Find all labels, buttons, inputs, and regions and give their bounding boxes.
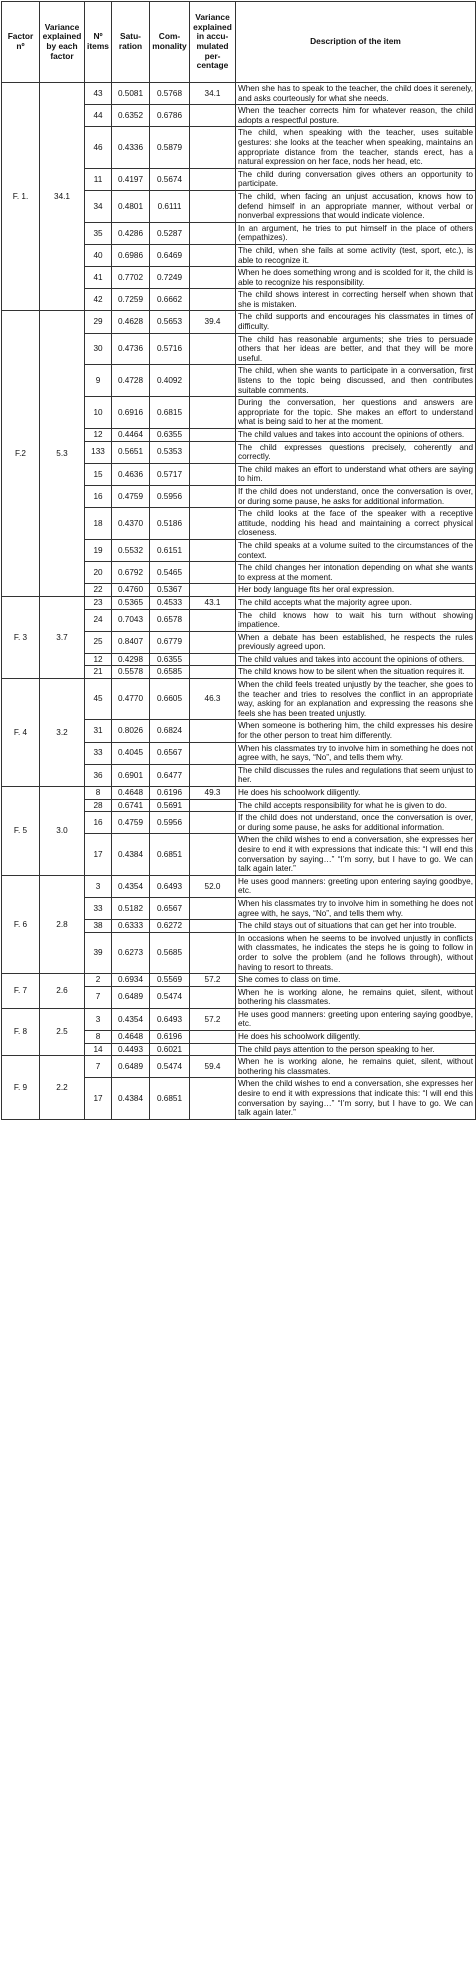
saturation-value: 0.5578 [112,666,150,679]
saturation-value: 0.4736 [112,333,150,365]
accumulated-variance [190,897,236,919]
communality-value: 0.5186 [150,508,190,540]
accumulated-variance [190,742,236,764]
accumulated-variance: 52.0 [190,875,236,897]
communality-value: 0.6111 [150,190,190,222]
item-description: The child supports and encourages his classmates in times of difficulty. [236,311,476,333]
item-number: 46 [85,127,112,168]
accumulated-variance [190,834,236,875]
item-description: When the child feels treated unjustly by the teacher, she goes to the teacher and tries to resolves the conflict in an appropriate way, asking for an explanation and expressing the reasons she feels she has been treated unjustly. [236,679,476,720]
communality-value: 0.5685 [150,932,190,973]
item-number: 3 [85,1008,112,1030]
accumulated-variance [190,631,236,653]
saturation-value: 0.7702 [112,267,150,289]
factor-label: F.2 [2,311,40,596]
factor-variance: 2.6 [40,974,85,1009]
communality-value: 0.5474 [150,986,190,1008]
item-number: 33 [85,742,112,764]
item-number: 12 [85,653,112,666]
item-description: The child changes her intonation depending on what she wants to express at the moment. [236,562,476,584]
saturation-value: 0.4648 [112,787,150,800]
communality-value: 0.5569 [150,974,190,987]
item-description: When the child wishes to end a conversation, she expresses her desire to end it with expressions that indicate this: “I will end this conversation by saying…” “I’m sorry, but I have to go. We can talk again later.” [236,1078,476,1119]
accumulated-variance [190,244,236,266]
factor-variance: 34.1 [40,83,85,311]
saturation-value: 0.6792 [112,562,150,584]
factor-label: F. 9 [2,1056,40,1120]
factor-variance: 3.2 [40,679,85,787]
item-number: 15 [85,463,112,485]
saturation-value: 0.4759 [112,485,150,507]
factor-label: F. 1. [2,83,40,311]
item-description: The child stays out of situations that can get her into trouble. [236,920,476,933]
saturation-value: 0.5532 [112,539,150,561]
item-number: 22 [85,584,112,597]
table-row [2,1056,476,1078]
item-description: The child during conversation gives others an opportunity to participate. [236,168,476,190]
header-communality: Com-monality [150,2,190,83]
saturation-value: 0.4760 [112,584,150,597]
saturation-value: 0.5651 [112,441,150,463]
item-number: 38 [85,920,112,933]
item-description: When the child wishes to end a conversation, she expresses her desire to end it with expressions that indicate this: “I will end this conversation by saying…” “I’m sorry, but I have to go. We can talk again later.” [236,834,476,875]
table-row [2,875,476,897]
communality-value: 0.5956 [150,485,190,507]
saturation-value: 0.4286 [112,222,150,244]
accumulated-variance [190,1043,236,1056]
item-number: 44 [85,105,112,127]
item-number: 24 [85,609,112,631]
saturation-value: 0.4354 [112,1008,150,1030]
saturation-value: 0.6352 [112,105,150,127]
accumulated-variance [190,539,236,561]
communality-value: 0.6021 [150,1043,190,1056]
item-number: 41 [85,267,112,289]
item-description: He does his schoolwork diligently. [236,1031,476,1044]
saturation-value: 0.7043 [112,609,150,631]
table-row [2,679,476,720]
saturation-value: 0.4298 [112,653,150,666]
item-description: The child accepts what the majority agree upon. [236,596,476,609]
table-row [2,787,476,800]
communality-value: 0.4092 [150,365,190,397]
accumulated-variance [190,764,236,786]
saturation-value: 0.5365 [112,596,150,609]
accumulated-variance [190,463,236,485]
saturation-value: 0.4354 [112,875,150,897]
accumulated-variance [190,666,236,679]
accumulated-variance [190,168,236,190]
item-number: 7 [85,1056,112,1078]
communality-value: 0.5717 [150,463,190,485]
saturation-value: 0.6333 [112,920,150,933]
table-row [2,83,476,105]
factor-variance: 3.0 [40,787,85,876]
communality-value: 0.6567 [150,897,190,919]
item-number: 8 [85,787,112,800]
communality-value: 0.5474 [150,1056,190,1078]
factor-analysis-table [1,1,476,1120]
saturation-value: 0.6273 [112,932,150,973]
factor-label: F. 3 [2,596,40,678]
item-description: He uses good manners: greeting upon entering saying goodbye, etc. [236,875,476,897]
factor-label: F. 8 [2,1008,40,1055]
saturation-value: 0.4728 [112,365,150,397]
item-description: When he does something wrong and is scolded for it, the child is able to recognize his responsibility. [236,267,476,289]
table-row [2,596,476,609]
communality-value: 0.5353 [150,441,190,463]
accumulated-variance [190,562,236,584]
item-number: 42 [85,289,112,311]
item-description: The child speaks at a volume suited to the circumstances of the context. [236,539,476,561]
accumulated-variance [190,812,236,834]
communality-value: 0.5716 [150,333,190,365]
accumulated-variance [190,986,236,1008]
table-row [2,1008,476,1030]
item-number: 9 [85,365,112,397]
saturation-value: 0.4493 [112,1043,150,1056]
saturation-value: 0.4384 [112,834,150,875]
item-number: 21 [85,666,112,679]
item-number: 17 [85,1078,112,1119]
accumulated-variance [190,127,236,168]
saturation-value: 0.6489 [112,1056,150,1078]
item-number: 36 [85,764,112,786]
item-number: 29 [85,311,112,333]
accumulated-variance [190,932,236,973]
communality-value: 0.5879 [150,127,190,168]
saturation-value: 0.8407 [112,631,150,653]
communality-value: 0.6567 [150,742,190,764]
accumulated-variance: 49.3 [190,787,236,800]
accumulated-variance [190,1031,236,1044]
communality-value: 0.5674 [150,168,190,190]
saturation-value: 0.6916 [112,397,150,429]
item-description: In occasions when he seems to be involved unjustly in conflicts with classmates, he indicates the steps he is going to follow in order to solve the problem (and he follows through), without having to resort to threats. [236,932,476,973]
factor-variance: 2.5 [40,1008,85,1055]
saturation-value: 0.6986 [112,244,150,266]
item-number: 8 [85,1031,112,1044]
item-description: When his classmates try to involve him in something he does not agree with, he says, “No”, and tells them why. [236,742,476,764]
item-number: 16 [85,485,112,507]
item-number: 34 [85,190,112,222]
item-number: 45 [85,679,112,720]
header-description: Description of the item [236,2,476,83]
item-description: The child knows how to be silent when the situation requires it. [236,666,476,679]
accumulated-variance [190,584,236,597]
communality-value: 0.6469 [150,244,190,266]
accumulated-variance [190,365,236,397]
item-number: 14 [85,1043,112,1056]
item-number: 25 [85,631,112,653]
item-number: 35 [85,222,112,244]
item-description: The child expresses questions precisely, coherently and correctly. [236,441,476,463]
communality-value: 0.5691 [150,799,190,812]
communality-value: 0.6493 [150,1008,190,1030]
item-number: 3 [85,875,112,897]
communality-value: 0.6851 [150,1078,190,1119]
accumulated-variance [190,289,236,311]
saturation-value: 0.6741 [112,799,150,812]
accumulated-variance: 43.1 [190,596,236,609]
header-row [2,2,476,83]
item-description: The child makes an effort to understand what others are saying to him. [236,463,476,485]
table-row [2,974,476,987]
item-description: When he is working alone, he remains quiet, silent, without bothering his classmates. [236,1056,476,1078]
item-description: During the conversation, her questions and answers are appropriate for the topic. She makes an effort to understand what is being said to her at the moment. [236,397,476,429]
item-description: When the teacher corrects him for whatever reason, the child adopts a respectful posture. [236,105,476,127]
saturation-value: 0.4384 [112,1078,150,1119]
accumulated-variance [190,429,236,442]
saturation-value: 0.4801 [112,190,150,222]
item-description: In an argument, he tries to put himself in the place of others (empathizes). [236,222,476,244]
item-description: He uses good manners: greeting upon entering saying goodbye, etc. [236,1008,476,1030]
item-number: 33 [85,897,112,919]
communality-value: 0.7249 [150,267,190,289]
factor-variance: 3.7 [40,596,85,678]
communality-value: 0.6605 [150,679,190,720]
communality-value: 0.4533 [150,596,190,609]
item-description: He does his schoolwork diligently. [236,787,476,800]
factor-variance: 2.8 [40,875,85,973]
saturation-value: 0.6489 [112,986,150,1008]
accumulated-variance [190,609,236,631]
accumulated-variance [190,799,236,812]
item-description: The child accepts responsibility for what he is given to do. [236,799,476,812]
communality-value: 0.6355 [150,653,190,666]
factor-label: F. 5 [2,787,40,876]
item-number: 17 [85,834,112,875]
item-description: The child, when speaking with the teacher, uses suitable gestures: she looks at the teacher when speaking, maintains an appropriate distance from the teacher, stands erect, has a natural expression on her face, nods her head, etc. [236,127,476,168]
item-description: The child has reasonable arguments; she tries to persuade others that her ideas are better, and that they will be more useful. [236,333,476,365]
accumulated-variance [190,441,236,463]
communality-value: 0.5287 [150,222,190,244]
header-factor: Factor nº [2,2,40,83]
saturation-value: 0.4648 [112,1031,150,1044]
saturation-value: 0.8026 [112,720,150,742]
accumulated-variance [190,267,236,289]
communality-value: 0.5367 [150,584,190,597]
accumulated-variance [190,190,236,222]
accumulated-variance [190,508,236,540]
item-number: 12 [85,429,112,442]
item-number: 28 [85,799,112,812]
communality-value: 0.5653 [150,311,190,333]
communality-value: 0.6196 [150,1031,190,1044]
communality-value: 0.5465 [150,562,190,584]
communality-value: 0.6477 [150,764,190,786]
item-description: The child looks at the face of the speaker with a receptive attitude, nodding his head and maintaining a correct physical closeness. [236,508,476,540]
item-number: 18 [85,508,112,540]
item-description: If the child does not understand, once the conversation is over, or during some pause, he asks for additional information. [236,812,476,834]
header-saturation: Satu-ration [112,2,150,83]
item-description: The child values and takes into account the opinions of others. [236,653,476,666]
table-body [2,83,476,1120]
accumulated-variance [190,720,236,742]
accumulated-variance [190,222,236,244]
item-description: She comes to class on time. [236,974,476,987]
accumulated-variance [190,397,236,429]
saturation-value: 0.4045 [112,742,150,764]
accumulated-variance [190,333,236,365]
item-number: 16 [85,812,112,834]
accumulated-variance [190,485,236,507]
item-number: 31 [85,720,112,742]
accumulated-variance: 39.4 [190,311,236,333]
saturation-value: 0.4464 [112,429,150,442]
item-number: 11 [85,168,112,190]
item-number: 2 [85,974,112,987]
item-number: 43 [85,83,112,105]
item-number: 30 [85,333,112,365]
item-description: The child pays attention to the person speaking to her. [236,1043,476,1056]
communality-value: 0.6355 [150,429,190,442]
item-number: 10 [85,397,112,429]
saturation-value: 0.5081 [112,83,150,105]
factor-variance: 2.2 [40,1056,85,1120]
communality-value: 0.6196 [150,787,190,800]
saturation-value: 0.6934 [112,974,150,987]
item-description: When his classmates try to involve him in something he does not agree with, he says, “No”, and tells them why. [236,897,476,919]
item-description: The child, when she wants to participate in a conversation, first listens to the topic being discussed, and then contributes suitable comments. [236,365,476,397]
saturation-value: 0.4636 [112,463,150,485]
saturation-value: 0.4197 [112,168,150,190]
item-number: 23 [85,596,112,609]
communality-value: 0.6578 [150,609,190,631]
communality-value: 0.5956 [150,812,190,834]
saturation-value: 0.7259 [112,289,150,311]
factor-variance: 5.3 [40,311,85,596]
saturation-value: 0.4770 [112,679,150,720]
communality-value: 0.6585 [150,666,190,679]
factor-label: F. 6 [2,875,40,973]
table-row [2,311,476,333]
communality-value: 0.6851 [150,834,190,875]
item-description: When a debate has been established, he respects the rules previously agreed upon. [236,631,476,653]
saturation-value: 0.4759 [112,812,150,834]
communality-value: 0.6824 [150,720,190,742]
factor-label: F. 4 [2,679,40,787]
item-number: 39 [85,932,112,973]
communality-value: 0.6151 [150,539,190,561]
accumulated-variance: 34.1 [190,83,236,105]
item-number: 133 [85,441,112,463]
accumulated-variance [190,653,236,666]
item-description: Her body language fits her oral expression. [236,584,476,597]
factor-label: F. 7 [2,974,40,1009]
item-number: 7 [85,986,112,1008]
item-description: When she has to speak to the teacher, the child does it serenely, and asks courteously for what she needs. [236,83,476,105]
header-variance-each: Variance explained by each factor [40,2,85,83]
item-number: 19 [85,539,112,561]
accumulated-variance [190,920,236,933]
item-description: The child shows interest in correcting herself when shown that she is mistaken. [236,289,476,311]
saturation-value: 0.4370 [112,508,150,540]
item-description: The child values and takes into account the opinions of others. [236,429,476,442]
saturation-value: 0.5182 [112,897,150,919]
item-description: The child, when facing an unjust accusation, knows how to defend himself in an appropriate manner, without verbal or nonverbal expressions that would indicate violence. [236,190,476,222]
header-variance-accumulated: Variance explained in accu-mulated per-centage [190,2,236,83]
saturation-value: 0.4628 [112,311,150,333]
saturation-value: 0.6901 [112,764,150,786]
accumulated-variance: 57.2 [190,1008,236,1030]
item-description: The child knows how to wait his turn without showing impatience. [236,609,476,631]
communality-value: 0.6786 [150,105,190,127]
accumulated-variance: 46.3 [190,679,236,720]
item-number: 40 [85,244,112,266]
communality-value: 0.6272 [150,920,190,933]
communality-value: 0.6662 [150,289,190,311]
saturation-value: 0.4336 [112,127,150,168]
accumulated-variance: 59.4 [190,1056,236,1078]
accumulated-variance [190,105,236,127]
accumulated-variance: 57.2 [190,974,236,987]
header-items: Nº items [85,2,112,83]
communality-value: 0.6493 [150,875,190,897]
item-description: The child discusses the rules and regulations that seem unjust to her. [236,764,476,786]
accumulated-variance [190,1078,236,1119]
item-description: The child, when she fails at some activity (test, sport, etc.), is able to recognize it. [236,244,476,266]
communality-value: 0.5768 [150,83,190,105]
item-number: 20 [85,562,112,584]
item-description: When he is working alone, he remains quiet, silent, without bothering his classmates. [236,986,476,1008]
communality-value: 0.6779 [150,631,190,653]
communality-value: 0.6815 [150,397,190,429]
item-description: If the child does not understand, once the conversation is over, or during some pause, he asks for additional information. [236,485,476,507]
item-description: When someone is bothering him, the child expresses his desire for the other person to treat him differently. [236,720,476,742]
